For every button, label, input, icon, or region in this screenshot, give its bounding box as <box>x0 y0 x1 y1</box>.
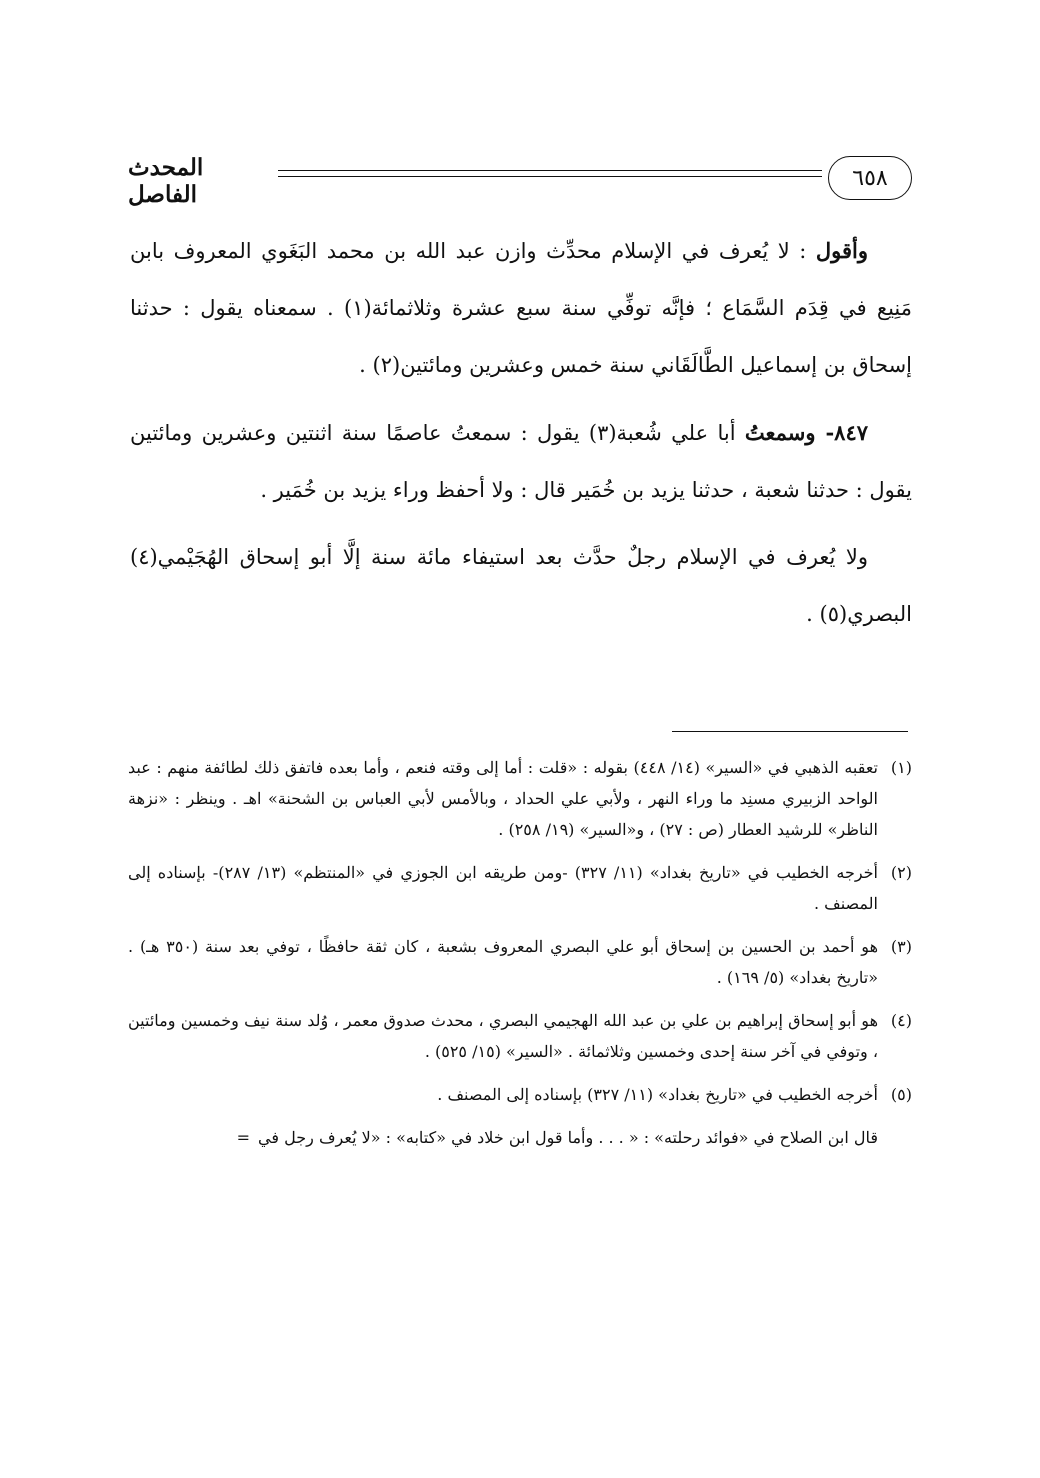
footnote-5-number: (٥) <box>890 1085 912 1104</box>
paragraph-847-text: أبا علي شُعبة(٣) يقول : سمعتُ عاصمًا سنة اثنتين وعشرين ومائتين يقول : حدثنا شعبة ، حدثنا يزيد بن خُمَير قال : ولا أحفظ وراء يزيد بن خُمَير . <box>130 421 912 502</box>
footnote-4 <box>128 1005 912 1067</box>
footnote-continuation <box>128 1122 912 1153</box>
paragraph-847 <box>130 404 912 519</box>
footnote-5-text: أخرجه الخطيب في «تاريخ بغداد» (١١/ ٣٢٧) بإسناده إلى المصنف . <box>437 1085 878 1104</box>
footnote-separator <box>672 731 908 732</box>
footnote-continuation-text: قال ابن الصلاح في «فوائد رحلته» : « . . . وأما قول ابن خلاد في «كتابه» : «لا يُعرف رجل في <box>258 1128 878 1147</box>
paragraph-3 <box>130 529 912 643</box>
footnote-2 <box>128 857 912 919</box>
footnote-5 <box>128 1079 912 1110</box>
footnote-3-number: (٣) <box>890 937 913 956</box>
paragraph-1-lead: وأقول <box>815 238 868 263</box>
footnote-1-number: (١) <box>890 758 912 777</box>
paragraph-1-text: : لا يُعرف في الإسلام محدِّث وازن عبد الله بن محمد البَغَوي المعروف بابن مَنِيع في قِدَم السَّمَاع ؛ فإنَّه توفِّي سنة سبع عشرة وثلاثمائة(١) . سمعناه يقول : حدثنا إسحاق بن إسماعيل الطَّالَقَاني سنة خمس وعشرين ومائتين(٢) . <box>130 239 912 377</box>
footnote-1-text: تعقبه الذهبي في «السير» (١٤/ ٤٤٨) بقوله : «قلت : أما إلى وقته فنعم ، وأما بعده فاتفق ذلك لطائفة منهم : عبد الواحد الزبيري مسنِد ما وراء النهر ، ولأبي علي الحداد ، وبالأمس لأبي العباس بن الشحنة» اهـ . وينظر : «نزهة الناظر» للرشيد العطار (ص : ٢٧) ، و«السير» (١٩/ ٢٥٨) . <box>128 758 878 839</box>
continuation-mark: = <box>236 1128 251 1147</box>
paragraph-3-text: ولا يُعرف في الإسلام رجلٌ حدَّث بعد استيفاء مائة سنة إلَّا أبو إسحاق الهُجَيْمي(٤) البصري(٥) . <box>130 545 912 626</box>
page-header <box>128 148 912 208</box>
footnote-3 <box>128 931 912 993</box>
body-text <box>130 222 912 643</box>
footnote-3-text: هو أحمد بن الحسين بن إسحاق أبو علي البصري المعروف بشعبة ، كان ثقة حافظًا ، توفي بعد سنة (٣٥٠ هـ) . «تاريخ بغداد» (٥/ ١٦٩) . <box>128 937 879 987</box>
running-title: المحدث الفاصل <box>128 154 204 208</box>
footnote-2-text: أخرجه الخطيب في «تاريخ بغداد» (١١/ ٣٢٧) -ومن طريقه ابن الجوزي في «المنتظم» (١٣/ ٢٨٧)- بإسناده إلى المصنف . <box>128 863 878 913</box>
page-number: ٦٥٨ <box>828 156 912 200</box>
paragraph-1 <box>130 222 912 394</box>
footnote-1 <box>128 752 912 845</box>
footnote-4-number: (٤) <box>890 1011 912 1030</box>
footnote-2-number: (٢) <box>890 863 912 882</box>
paragraph-847-lead: ٨٤٧- وسمعتُ <box>744 420 869 445</box>
header-rule-top <box>278 170 822 171</box>
header-rule-bottom <box>278 176 822 177</box>
footnotes <box>128 752 912 1153</box>
footnote-4-text: هو أبو إسحاق إبراهيم بن علي بن عبد الله الهجيمي البصري ، محدث صدوق معمر ، وُلد سنة نيف وخمسين ومائتين ، وتوفي في آخر سنة إحدى وخمسين وثلاثمائة . «السير» (١٥/ ٥٢٥) . <box>128 1011 878 1061</box>
